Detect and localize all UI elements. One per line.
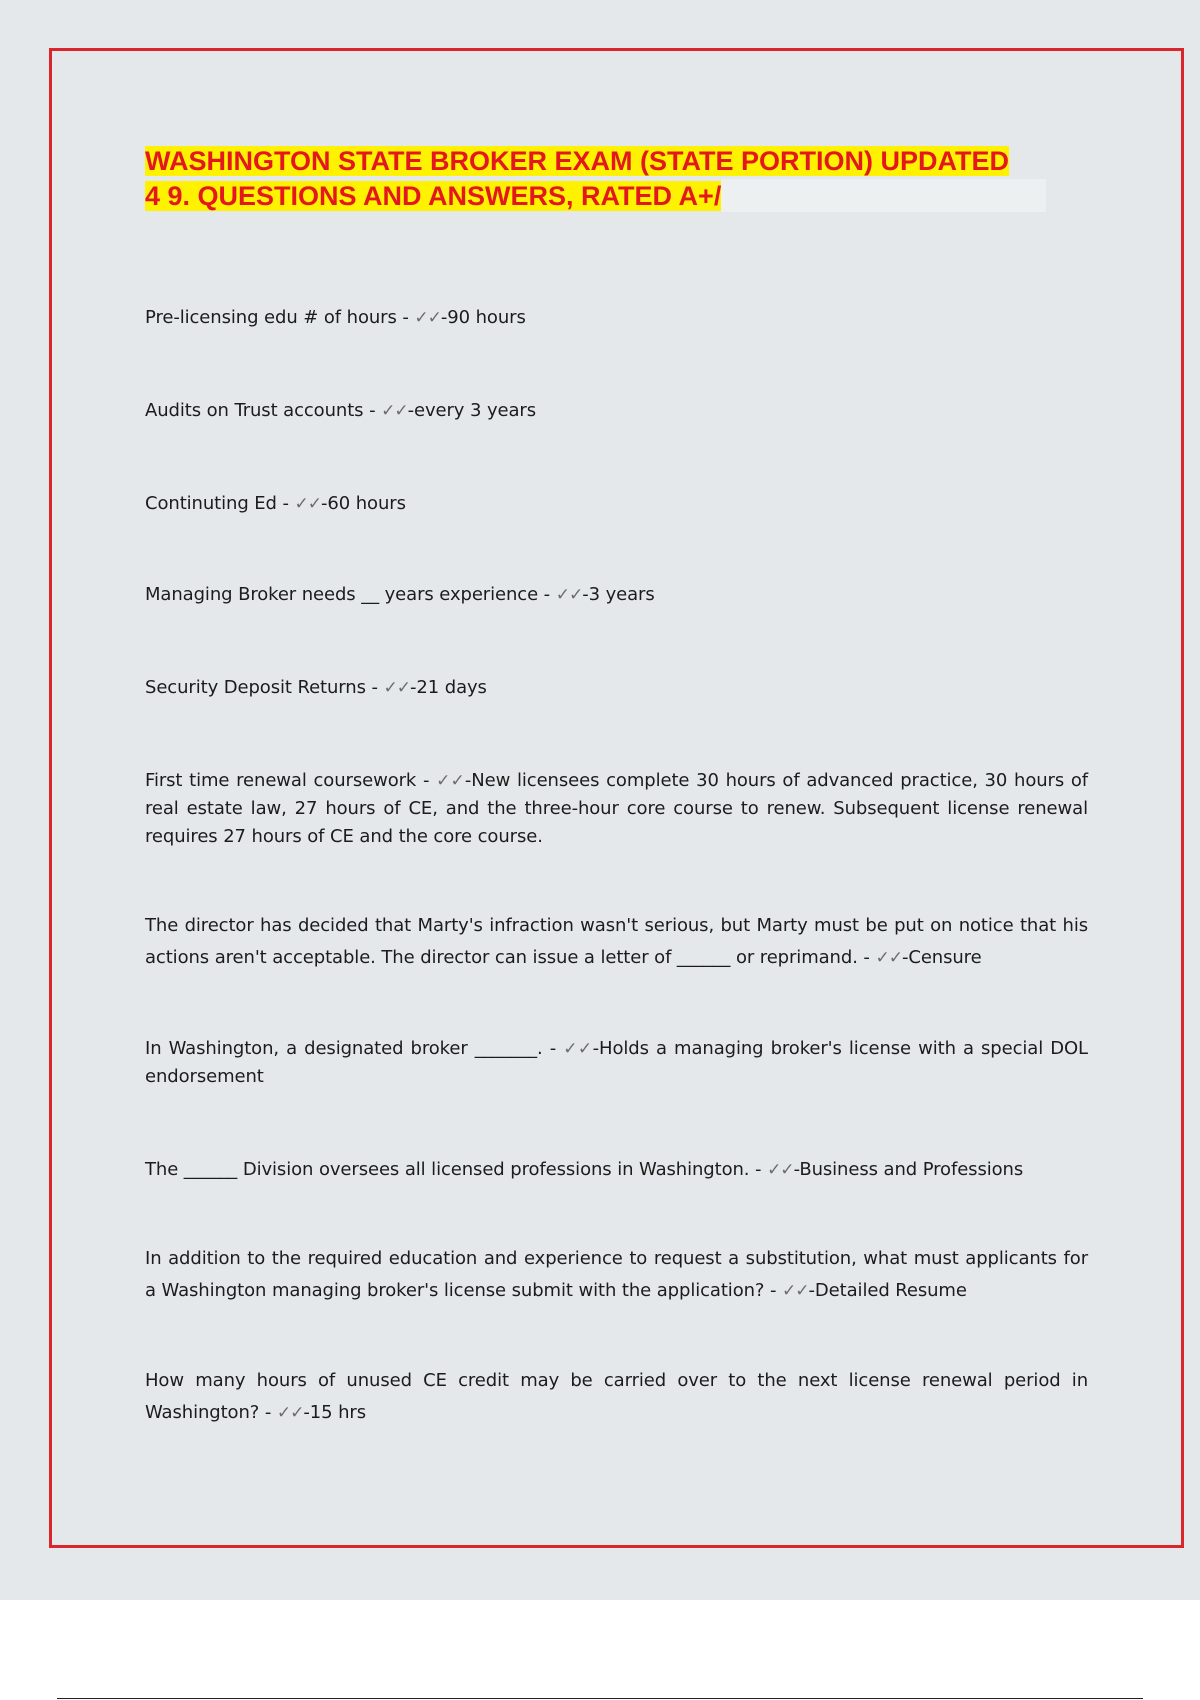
qa-item (145, 910, 1088, 974)
qa-answer: -90 hours (440, 307, 526, 328)
qa-answer: -Detailed Resume (808, 1280, 967, 1301)
double-check-icon: ✓✓ (767, 1160, 794, 1180)
qa-question: Continuting Ed - (145, 493, 295, 514)
qa-answer: -60 hours (321, 493, 406, 514)
title-line-1: WASHINGTON STATE BROKER EXAM (STATE PORTION) UPDATED (145, 146, 1009, 176)
document-title (145, 144, 1090, 214)
qa-question: The ______ Division oversees all licensed professions in Washington. - (145, 1159, 768, 1180)
qa-question: In addition to the required education and experience to request a substitution, what must applicants for a Washington managing broker's license submit with the application? - (145, 1248, 1088, 1301)
qa-question: Security Deposit Returns - (145, 677, 384, 698)
qa-item (145, 1156, 1088, 1184)
double-check-icon: ✓✓ (414, 308, 441, 328)
title-line-2: 4 9. QUESTIONS AND ANSWERS, RATED A+/ (145, 181, 722, 211)
double-check-icon: ✓✓ (381, 401, 408, 421)
qa-question: The director has decided that Marty's infraction wasn't serious, but Marty must be put on notice that his actions aren't acceptable. The director can issue a letter of ______ or reprimand. - (145, 915, 1088, 968)
qa-answer: -Holds a managing broker's license with a special DOL endorsement (145, 1038, 1088, 1087)
qa-item (145, 674, 1088, 702)
qa-question: In Washington, a designated broker _______. - (145, 1038, 564, 1059)
double-check-icon: ✓✓ (563, 1039, 593, 1059)
qa-answer: -Business and Professions (793, 1159, 1024, 1180)
qa-item (145, 581, 1088, 609)
qa-item (145, 490, 1088, 518)
qa-item (145, 397, 1088, 425)
qa-item (145, 304, 1088, 332)
qa-answer: -every 3 years (407, 400, 536, 421)
double-check-icon: ✓✓ (436, 771, 465, 791)
qa-question: Audits on Trust accounts - (145, 400, 382, 421)
footer-divider (57, 1698, 1143, 1699)
double-check-icon: ✓✓ (782, 1281, 809, 1301)
qa-answer: -15 hrs (303, 1402, 366, 1423)
qa-question: First time renewal coursework - (145, 770, 437, 791)
double-check-icon: ✓✓ (875, 948, 902, 968)
qa-item (145, 1243, 1088, 1307)
title-trailing-box (721, 179, 1046, 212)
double-check-icon: ✓✓ (276, 1403, 304, 1423)
qa-item (145, 1365, 1088, 1429)
qa-answer: -21 days (410, 677, 487, 698)
qa-item (145, 1035, 1088, 1091)
qa-question: Managing Broker needs __ years experience - (145, 584, 556, 605)
qa-answer: -Censure (901, 947, 982, 968)
qa-item (145, 767, 1088, 851)
qa-question: How many hours of unused CE credit may be carried over to the next license renewal period in Washington? - (145, 1370, 1088, 1423)
double-check-icon: ✓✓ (555, 585, 583, 605)
qa-answer: -3 years (582, 584, 655, 605)
qa-question: Pre-licensing edu # of hours - (145, 307, 415, 328)
qa-answer: -New licensees complete 30 hours of advanced practice, 30 hours of real estate law, 27 hours of CE, and the three-hour core course to renew. Subsequent license renewal requires 27 hours of CE and the core course. (145, 770, 1089, 847)
double-check-icon: ✓✓ (294, 494, 322, 514)
double-check-icon: ✓✓ (383, 678, 411, 698)
